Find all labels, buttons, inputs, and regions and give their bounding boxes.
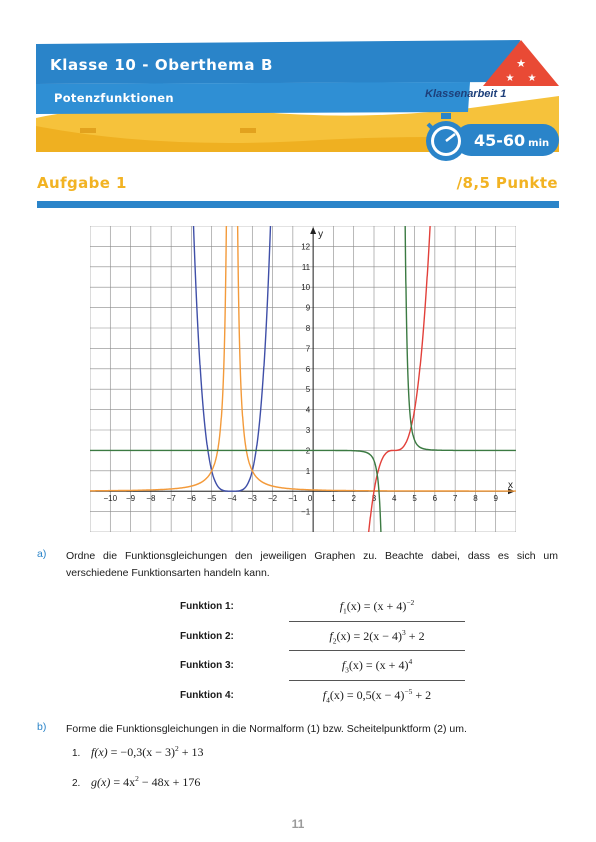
y-tick-label: 6 — [305, 364, 311, 374]
x-tick-label: 1 — [331, 494, 336, 504]
y-tick-label: 4 — [305, 405, 311, 415]
function-graph — [90, 226, 516, 532]
page-number: 11 — [291, 817, 305, 831]
function-2-equation: $f_2(x) = 2(x - 4)^3 + 2$ — [329, 628, 425, 646]
x-tick-label: 9 — [493, 494, 498, 504]
x-tick-label: −8 — [146, 494, 156, 504]
x-tick-label: −10 — [103, 494, 118, 504]
part-b-instruction: Forme die Funktionsgleichungen in die Normalform (1) bzw. Scheitelpunktform (2) um. — [66, 723, 467, 735]
x-tick-label: 4 — [392, 494, 397, 504]
task-points: /8,5 Punkte — [456, 174, 558, 192]
x-tick-label: 8 — [473, 494, 478, 504]
y-tick-label: 9 — [305, 303, 311, 313]
item-1-number: 1. — [72, 748, 81, 759]
x-tick-label: −1 — [288, 494, 298, 504]
function-3-equation: $f_3(x) = (x + 4)^4$ — [341, 657, 413, 675]
x-tick-label: −7 — [166, 494, 176, 504]
x-tick-label: 2 — [351, 494, 356, 504]
graph-curve-3 — [367, 226, 431, 532]
item-1-equation: $f(x) = -0,3(x - 3)^2 + 13$ — [91, 744, 204, 759]
page-title: Klasse 10 - Oberthema B — [50, 56, 273, 74]
svg-text:★: ★ — [505, 73, 515, 84]
time-unit: min — [528, 138, 550, 149]
y-tick-label: 7 — [305, 344, 311, 354]
function-2-label: Funktion 2: — [180, 631, 234, 642]
time-badge — [474, 131, 549, 150]
y-tick-label: 1 — [305, 466, 311, 476]
function-4-label: Funktion 4: — [180, 690, 234, 701]
y-tick-label: 8 — [305, 324, 311, 333]
function-4-equation: $f_4(x) = 0,5(x - 4)^{-5} + 2$ — [322, 687, 432, 705]
x-tick-label: −3 — [247, 494, 257, 504]
graph-curve-2 — [238, 226, 516, 491]
part-a-letter: a) — [37, 548, 47, 560]
answer-line-1 — [289, 621, 465, 622]
x-tick-label: −9 — [126, 494, 136, 504]
y-axis-arrow — [310, 227, 316, 234]
answer-line-2 — [289, 650, 465, 651]
x-axis-label: x — [508, 480, 513, 492]
x-tick-label: −4 — [227, 494, 237, 504]
function-1-equation: $f_1(x) = (x + 4)^{-2}$ — [339, 598, 415, 616]
page-subtitle: Potenzfunktionen — [54, 91, 174, 105]
y-tick-label: 3 — [305, 426, 311, 435]
task-title: Aufgabe 1 — [37, 174, 127, 192]
item-2-number: 2. — [72, 778, 81, 789]
x-tick-label: −2 — [268, 494, 278, 504]
function-3-label: Funktion 3: — [180, 660, 234, 671]
part-a-instruction: Ordne die Funktionsgleichungen den jeweiligen Graphen zu. Beachte dabei, dass es sich um verschiedene Funktionsarten handeln kann. — [66, 550, 558, 579]
svg-text:★: ★ — [527, 73, 537, 84]
graph-curve-4 — [405, 226, 516, 450]
y-tick-label: −1 — [301, 507, 311, 517]
svg-text:★: ★ — [516, 57, 526, 70]
item-2-equation: $g(x) = 4x^2 - 48x + 176$ — [91, 774, 201, 789]
y-tick-label: 12 — [301, 242, 311, 252]
part-b-letter: b) — [37, 721, 47, 733]
x-tick-label: −5 — [207, 494, 217, 504]
y-tick-label: 2 — [305, 446, 311, 456]
x-tick-label: 3 — [371, 494, 377, 504]
exam-label: Klassenarbeit 1 — [425, 88, 507, 100]
answer-line-3 — [289, 680, 465, 681]
function-1-label: Funktion 1: — [180, 601, 234, 612]
x-tick-label: 0 — [307, 494, 313, 504]
x-tick-label: −6 — [186, 494, 196, 504]
y-axis-label: y — [318, 229, 324, 240]
y-tick-label: 5 — [305, 385, 311, 395]
x-tick-label: 7 — [452, 494, 458, 504]
x-tick-label: 5 — [412, 494, 417, 504]
task-divider — [37, 201, 559, 208]
y-tick-label: 10 — [301, 283, 311, 293]
x-tick-label: 6 — [432, 494, 438, 504]
time-value: 45-60 — [474, 131, 526, 150]
y-tick-label: 11 — [301, 262, 311, 272]
